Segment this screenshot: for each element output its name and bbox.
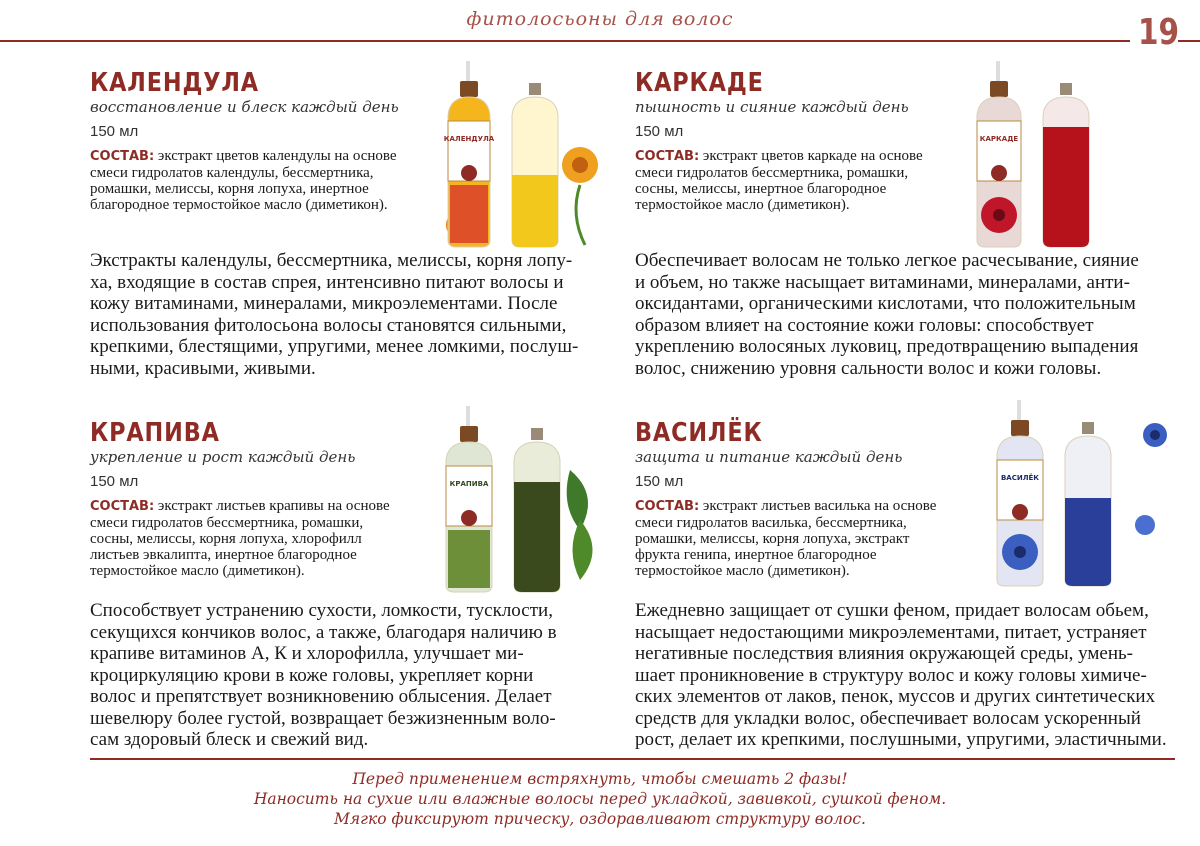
product-title: КАЛЕНДУЛА bbox=[90, 68, 259, 98]
bottle-label-text: ВАСИЛЁК bbox=[1000, 474, 1040, 482]
footer-divider bbox=[90, 758, 1175, 760]
bottle-labeled bbox=[997, 400, 1043, 586]
composition-text: экстракт цветов календулы на основе смеси гидролатов календулы, бессмертника, ромашки, мелиссы, корня лопуха, инертное благородное термостойкое масло (диметикон). bbox=[90, 148, 397, 213]
description-line: Экстракты календулы, бессмертника, мелиссы, корня лопу- bbox=[90, 250, 573, 271]
product-title: КРАПИВА bbox=[90, 418, 220, 448]
description-line: укреплению волосяных луковиц, предотвращению выпадения bbox=[635, 336, 1139, 357]
composition-label: СОСТАВ: bbox=[90, 149, 155, 164]
description-line: использования фитолосьона волосы становятся сильными, bbox=[90, 314, 567, 336]
description-line: волос, снижению уровня сальности волос и кожи головы. bbox=[635, 357, 1102, 379]
description-line: шевелюру более густой, возвращает безжизненным воло- bbox=[90, 707, 556, 729]
bottle-clear bbox=[1043, 83, 1089, 247]
description-line: волос и препятствует возникновению облысения. Делает bbox=[90, 686, 552, 707]
description-line: Обеспечивает волосам не только легкое расчесывание, сияние bbox=[635, 250, 1139, 271]
description-line: оксидантами, органическими кислотами, что положительным bbox=[635, 293, 1136, 314]
product-photo-krapiva bbox=[430, 400, 605, 595]
description-line: ских элементов от лаков, пенок, муссов и других синтетических bbox=[635, 686, 1156, 707]
composition-text: экстракт листьев василька на основе смеси гидролатов василька, бессмертника, ромашки, мелиссы, корня лопуха, экстракт фрукта генипа, инертное благородное термостойкое масло (диметикон). bbox=[635, 498, 937, 579]
composition-label: СОСТАВ: bbox=[635, 499, 700, 514]
bottle-clear bbox=[512, 83, 558, 247]
description-line: сам здоровый блеск и свежий вид. bbox=[90, 729, 369, 750]
product-volume: 150 мл bbox=[90, 473, 139, 490]
description-line: кожу витаминами, минералами, микроэлементами. После bbox=[90, 293, 558, 314]
header-divider bbox=[0, 40, 1130, 42]
usage-instructions bbox=[0, 769, 1200, 829]
description-line: шает проникновение в структуру волос и кожу головы химиче- bbox=[635, 664, 1147, 686]
section-title: фитолосьоны для волос bbox=[466, 8, 734, 30]
composition-label: СОСТАВ: bbox=[90, 499, 155, 514]
product-photo-karkade bbox=[965, 55, 1105, 250]
product-photo-vasilek bbox=[975, 390, 1175, 590]
bottle-labeled bbox=[977, 61, 1021, 247]
product-title: КАРКАДЕ bbox=[635, 68, 764, 98]
product-subtitle: пышность и сияние каждый день bbox=[635, 98, 909, 116]
product-title: ВАСИЛЁК bbox=[635, 418, 763, 448]
nettle-leaf-icon bbox=[567, 470, 593, 580]
description-line: крепкими, блестящими, упругими, менее ломкими, послуш- bbox=[90, 336, 579, 357]
description-line: Способствует устранению сухости, ломкости, тусклости, bbox=[90, 600, 553, 621]
composition-text: экстракт цветов каркаде на основе смеси гидролатов бессмертника, ромашки, сосны, мелиссы, инертное благородное термостойкое масло (диметикон). bbox=[635, 148, 923, 213]
bottle-labeled bbox=[444, 61, 495, 247]
header-divider-right bbox=[1178, 40, 1200, 42]
product-volume: 150 мл bbox=[635, 473, 684, 490]
page-number: 19 bbox=[1138, 12, 1180, 53]
bottle-label-text: КАРКАДЕ bbox=[979, 135, 1019, 143]
description-line: ха, входящие в состав спрея, интенсивно питают волосы и bbox=[90, 271, 564, 293]
bottle-clear bbox=[514, 428, 560, 592]
description-line: средств для укладки волос, обеспечивает волосам ускоренный bbox=[635, 707, 1141, 729]
description-line: рост, делает их крепкими, послушными, упругими, эластичными. bbox=[635, 729, 1167, 750]
bottle-label-text: КАЛЕНДУЛА bbox=[443, 135, 495, 143]
product-description bbox=[635, 600, 1170, 751]
bottle-label-text: КРАПИВА bbox=[449, 480, 489, 488]
product-subtitle: восстановление и блеск каждый день bbox=[90, 98, 399, 116]
instruction-line: Мягко фиксируют прическу, оздоравливают структуру волос. bbox=[334, 810, 866, 828]
composition-label: СОСТАВ: bbox=[635, 149, 700, 164]
product-description bbox=[90, 250, 625, 379]
product-subtitle: защита и питание каждый день bbox=[635, 448, 903, 466]
product-composition bbox=[635, 498, 945, 579]
bottle-clear bbox=[1065, 422, 1111, 586]
product-photo-calendula bbox=[430, 55, 605, 250]
description-line: насыщает недостающими микроэлементами, питает, устраняет bbox=[635, 621, 1147, 643]
product-volume: 150 мл bbox=[90, 123, 139, 140]
description-line: образом влияет на состояние кожи головы: способствует bbox=[635, 314, 1094, 336]
cornflower-icon bbox=[1135, 423, 1167, 535]
product-description bbox=[635, 250, 1170, 379]
bottle-labeled bbox=[446, 406, 492, 592]
instruction-line: Наносить на сухие или влажные волосы перед укладкой, завивкой, сушкой феном. bbox=[253, 790, 947, 808]
description-line: секущихся кончиков волос, а также, благодаря наличию в bbox=[90, 621, 557, 643]
instruction-line: Перед применением встряхнуть, чтобы смешать 2 фазы! bbox=[352, 770, 848, 788]
description-line: крапиве витаминов А, К и хлорофилла, улучшает ми- bbox=[90, 643, 524, 664]
description-line: Ежедневно защищает от сушки феном, придает волосам обьем, bbox=[635, 600, 1149, 621]
product-volume: 150 мл bbox=[635, 123, 684, 140]
product-description bbox=[90, 600, 625, 751]
description-line: и объем, но также насыщает витаминами, минералами, анти- bbox=[635, 271, 1130, 293]
description-line: кроциркуляцию крови в коже головы, укрепляет корни bbox=[90, 664, 534, 686]
product-composition bbox=[90, 498, 400, 579]
product-subtitle: укрепление и рост каждый день bbox=[90, 448, 356, 466]
product-composition bbox=[635, 148, 945, 213]
composition-text: экстракт листьев крапивы на основе смеси гидролатов бессмертника, ромашки, сосны, мелиссы, корня лопуха, хлорофилл листьев эвкалипта, инертное благородное термостойкое масло (диметикон). bbox=[90, 498, 390, 579]
description-line: негативные последствия влияния окружающей среды, умень- bbox=[635, 643, 1133, 664]
description-line: ными, красивыми, живыми. bbox=[90, 357, 316, 379]
product-composition bbox=[90, 148, 400, 213]
